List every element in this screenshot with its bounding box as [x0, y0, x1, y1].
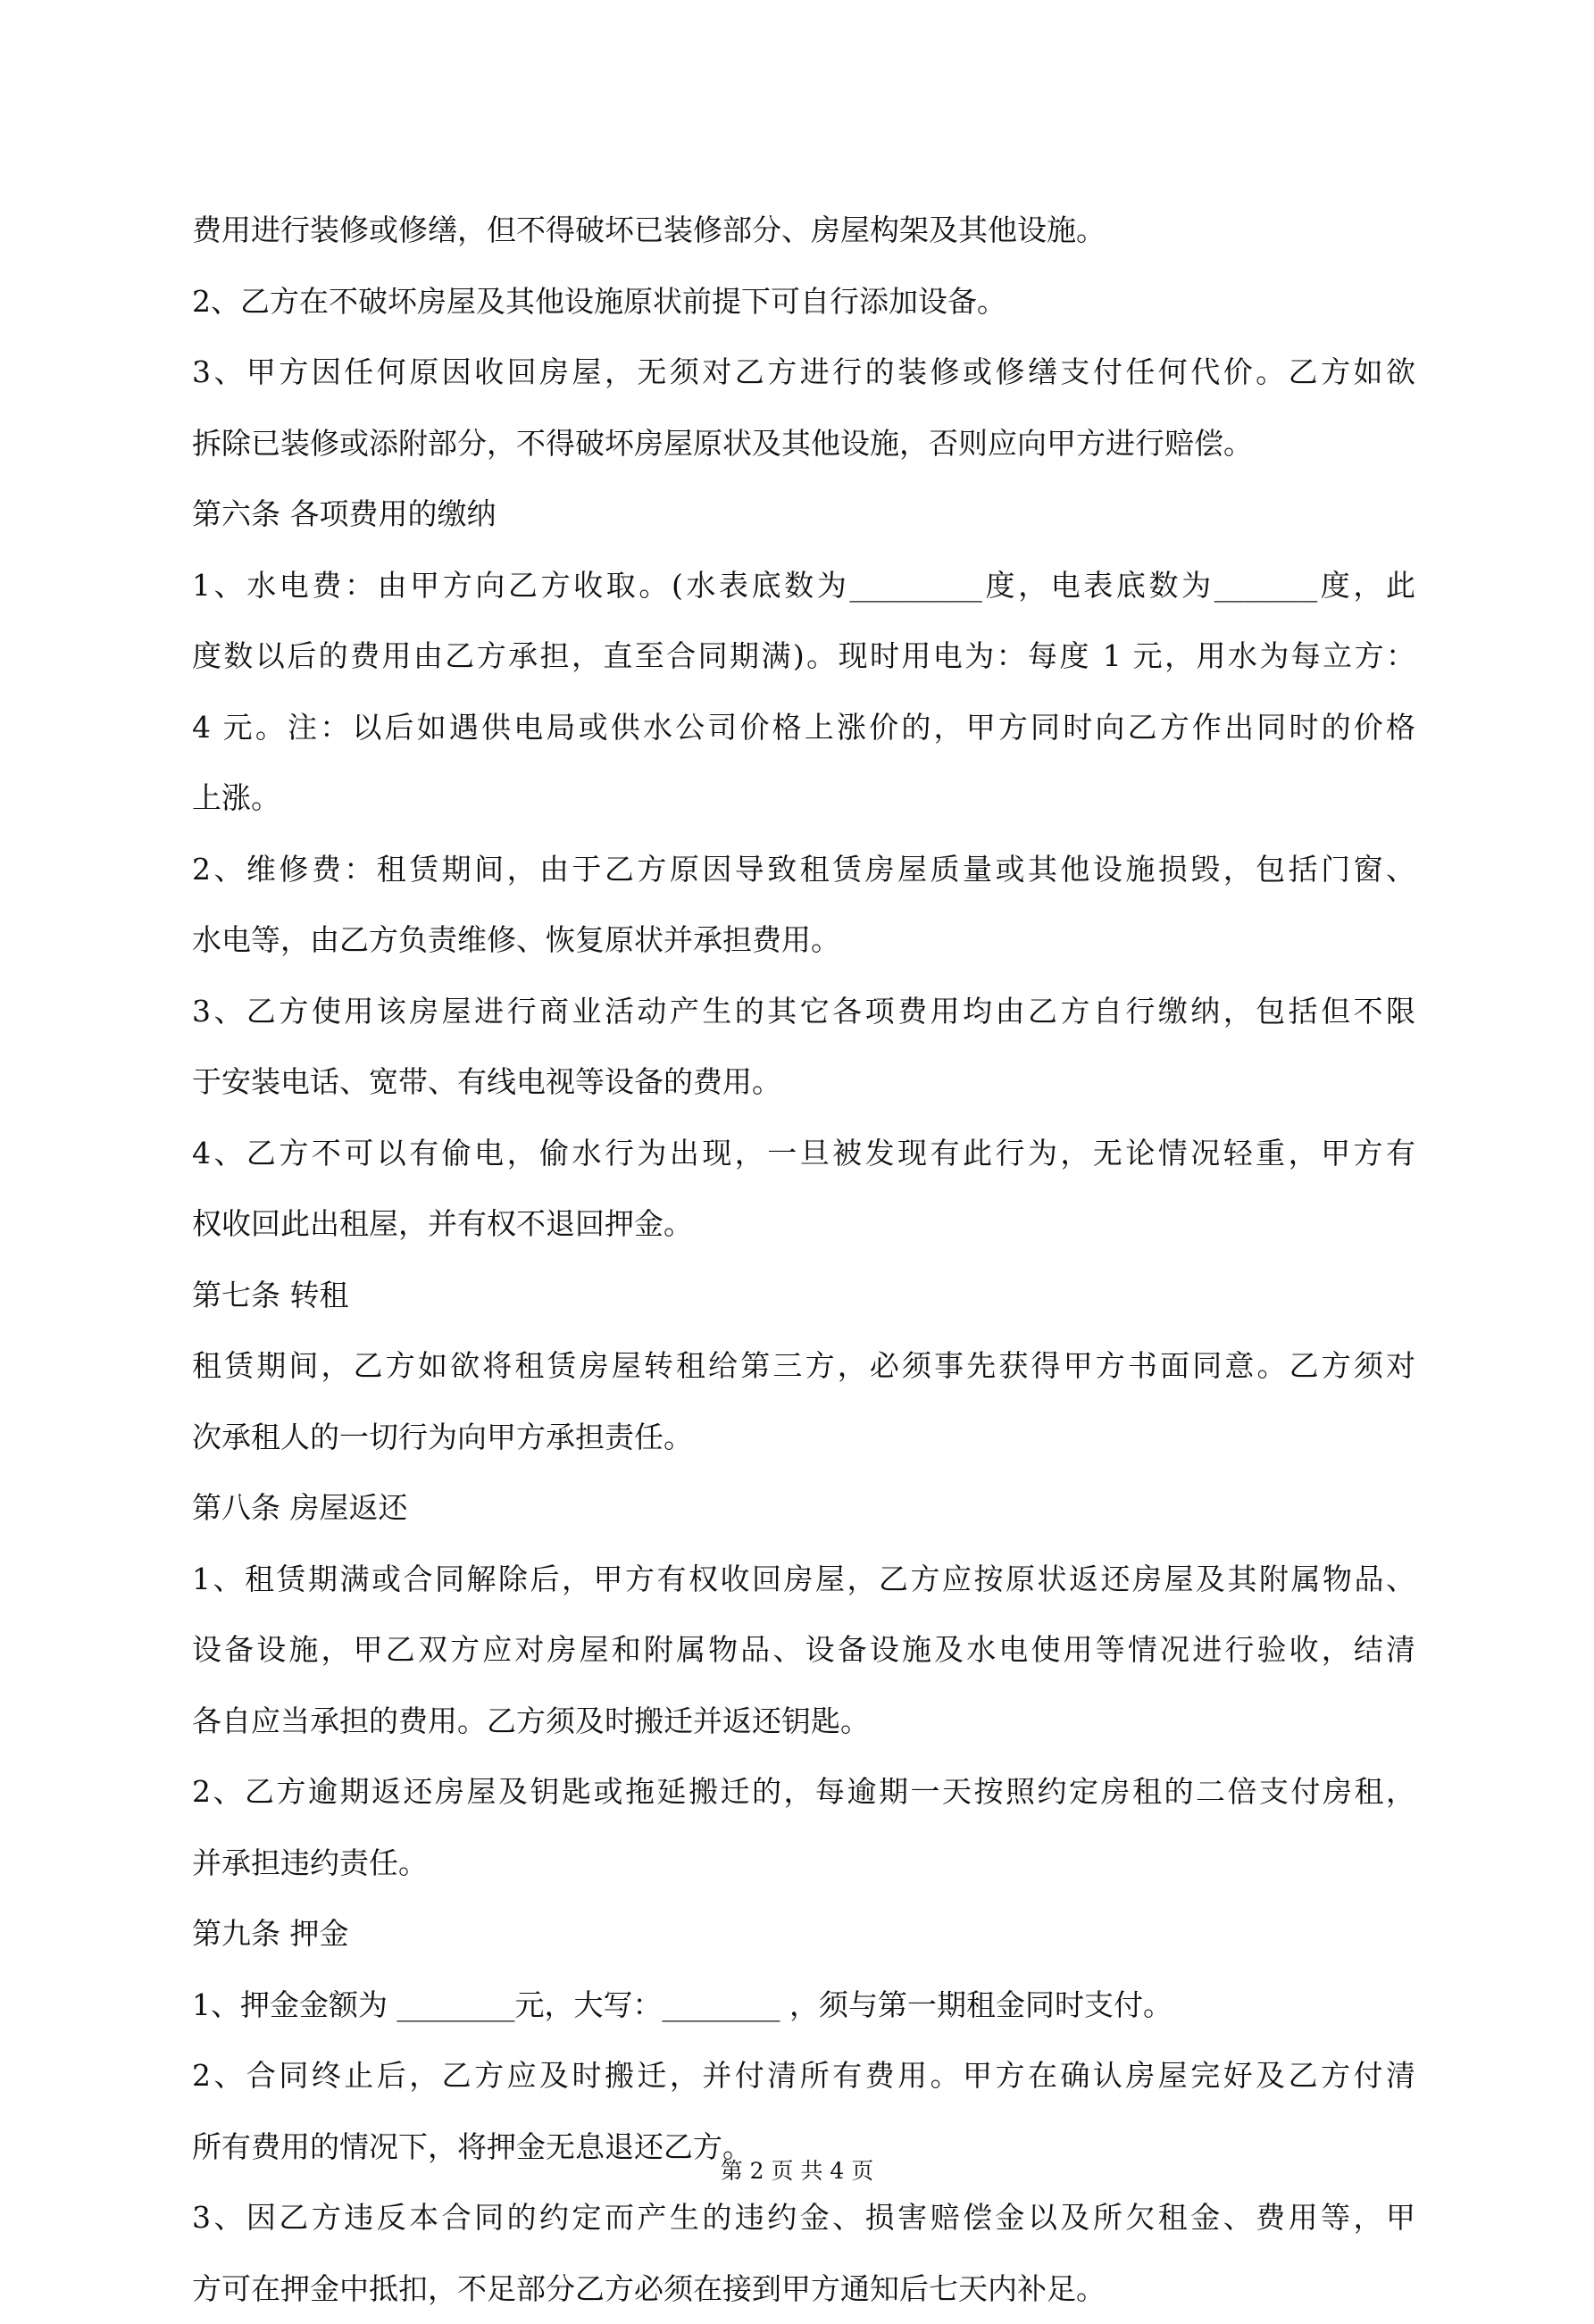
- text-line: 2、乙方在不破坏房屋及其他设施原状前提下可自行添加设备。: [192, 266, 1415, 337]
- text-line: 租赁期间，乙方如欲将租赁房屋转租给第三方，必须事先获得甲方书面同意。乙方须对: [192, 1330, 1415, 1402]
- text-line: 次承租人的一切行为向甲方承担责任。: [192, 1402, 1415, 1473]
- text-line: 于安装电话、宽带、有线电视等设备的费用。: [192, 1046, 1415, 1118]
- text-line: 权收回此出租屋，并有权不退回押金。: [192, 1188, 1415, 1260]
- text-line: 水电等，由乙方负责维修、恢复原状并承担费用。: [192, 904, 1415, 976]
- text-line: 第七条 转租: [192, 1260, 1415, 1331]
- text-line: 拆除已装修或添附部分，不得破坏房屋原状及其他设施，否则应向甲方进行赔偿。: [192, 408, 1415, 479]
- text-line: 2、维修费：租赁期间，由于乙方原因导致租赁房屋质量或其他设施损毁，包括门窗、: [192, 834, 1415, 905]
- text-line: 第九条 押金: [192, 1898, 1415, 1970]
- page-number-footer: 第 2 页 共 4 页: [0, 2153, 1594, 2186]
- text-line: 1、押金金额为 ________元，大写：________ ，须与第一期租金同时支付。: [192, 1970, 1415, 2041]
- text-line: 所有费用的情况下，将押金无息退还乙方。: [192, 2112, 1415, 2183]
- text-line: 度数以后的费用由乙方承担，直至合同期满)。现时用电为：每度 1 元，用水为每立方：: [192, 621, 1415, 692]
- text-line: 方可在押金中抵扣，不足部分乙方必须在接到甲方通知后七天内补足。: [192, 2253, 1415, 2324]
- text-line: 2、乙方逾期返还房屋及钥匙或拖延搬迁的，每逾期一天按照约定房租的二倍支付房租，: [192, 1756, 1415, 1828]
- text-line: 第八条 房屋返还: [192, 1472, 1415, 1544]
- text-line: 并承担违约责任。: [192, 1828, 1415, 1899]
- text-line: 第六条 各项费用的缴纳: [192, 479, 1415, 550]
- text-line: 4、乙方不可以有偷电，偷水行为出现，一旦被发现有此行为，无论情况轻重，甲方有: [192, 1118, 1415, 1189]
- text-line: 1、租赁期满或合同解除后，甲方有权收回房屋，乙方应按原状返还房屋及其附属物品、: [192, 1544, 1415, 1615]
- text-line: 3、甲方因任何原因收回房屋，无须对乙方进行的装修或修缮支付任何代价。乙方如欲: [192, 337, 1415, 408]
- text-line: 设备设施，甲乙双方应对房屋和附属物品、设备设施及水电使用等情况进行验收，结清: [192, 1614, 1415, 1686]
- text-line: 费用进行装修或修缮，但不得破坏已装修部分、房屋构架及其他设施。: [192, 195, 1415, 266]
- document-body: [192, 195, 1415, 2324]
- text-line: 上涨。: [192, 762, 1415, 834]
- text-line: 3、乙方使用该房屋进行商业活动产生的其它各项费用均由乙方自行缴纳，包括但不限: [192, 976, 1415, 1047]
- text-line: 3、因乙方违反本合同的约定而产生的违约金、损害赔偿金以及所欠租金、费用等，甲: [192, 2182, 1415, 2253]
- text-line: 各自应当承担的费用。乙方须及时搬迁并返还钥匙。: [192, 1686, 1415, 1757]
- text-line: 4 元。注：以后如遇供电局或供水公司价格上涨价的，甲方同时向乙方作出同时的价格: [192, 692, 1415, 763]
- text-line: 2、合同终止后，乙方应及时搬迁，并付清所有费用。甲方在确认房屋完好及乙方付清: [192, 2040, 1415, 2112]
- text-line: 1、水电费：由甲方向乙方收取。(水表底数为_________度，电表底数为_______度，此: [192, 550, 1415, 621]
